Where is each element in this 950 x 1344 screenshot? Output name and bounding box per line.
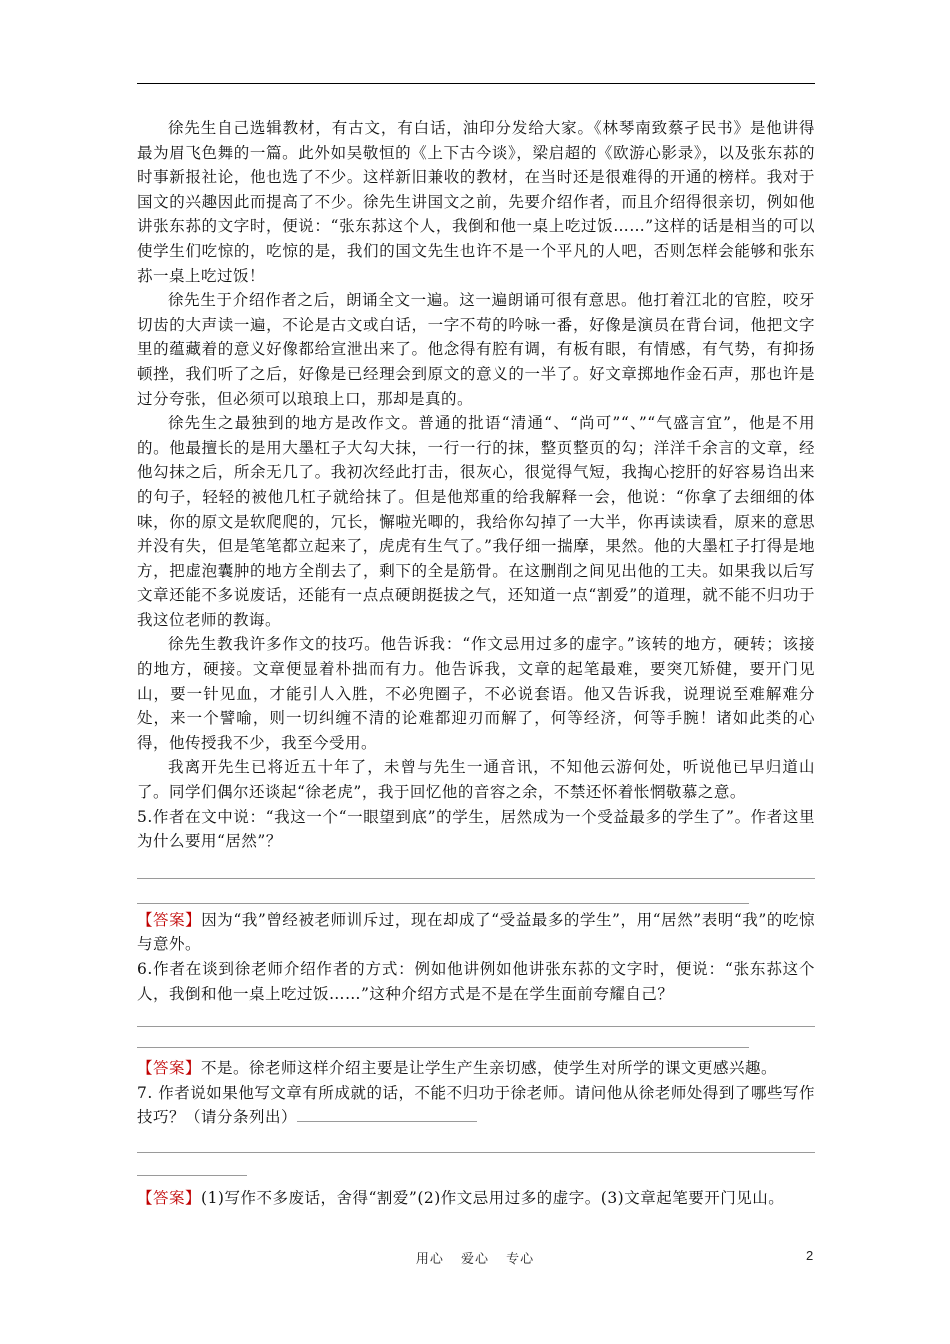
- document-body: [137, 116, 815, 1211]
- footer-word-3: 专心: [506, 1252, 535, 1267]
- answer-line-short[interactable]: [137, 1175, 247, 1176]
- answer-5: [137, 908, 815, 957]
- page-number: 2: [806, 1248, 814, 1263]
- answer-line-short[interactable]: [137, 903, 749, 904]
- paragraph-2: 徐先生于介绍作者之后，朗诵全文一遍。这一遍朗诵可很有意思。他打着江北的官腔，咬牙切齿的大声读一遍，不论是古文或白话，一字不苟的吟咏一番，好像是演员在背台词，他把文字里的蕴藏着的意义好像都给宣泄出来了。他念得有腔有调，有板有眼，有情感，有气势，有抑扬顿挫，我们听了之后，好像是已经理会到原文的意义的一半了。好文章掷地作金石声，那也许是过分夸张，但必须可以琅琅上口，那却是真的。: [137, 291, 815, 408]
- paragraph-4: 徐先生教我许多作文的技巧。他告诉我：“作文忌用过多的虚字。”该转的地方，硬转；该接的地方，硬接。文章便显着朴拙而有力。他告诉我，文章的起笔最难，要突兀矫健，要开门见山，要一针见血，才能引人入胜，不必兜圈子，不必说套语。他又告诉我，说理说至难解难分处，来一个譬喻，则一切纠缠不清的论难都迎刃而解了，何等经济，何等手腕！诸如此类的心得，他传授我不少，我至今受用。: [137, 635, 815, 752]
- question-7: [137, 1081, 815, 1130]
- answer-inline-blank[interactable]: [297, 1107, 477, 1122]
- answer-tag: 【答案】: [137, 1188, 202, 1207]
- answer-5-text: 因为“我”曾经被老师训斥过，现在却成了“受益最多的学生”，用“居然”表明“我”的吃惊与意外。: [137, 910, 815, 954]
- paragraph-3: 徐先生之最独到的地方是改作文。普通的批语“清通“、“尚可”“、”“气盛言宜”，他是不用的。他最擅长的是用大墨杠子大勾大抹，一行一行的抹，整页整页的勾；洋洋千余言的文章，经他勾抹之后，所余无几了。我初次经此打击，很灰心，很觉得气短，我掏心挖肝的好容易诌出来的句子，轻轻的被他几杠子就给抹了。但是他郑重的给我解释一会，他说：“你拿了去细细的体味，你的原文是软爬爬的，冗长，懈啦光唧的，我给你勾掉了一大半，你再读读看，原来的意思并没有失，但是笔笔都立起来了，虎虎有生气了。”我仔细一揣摩，果然。他的大墨杠子打得是地方，把虚泡囊肿的地方全削去了，剩下的全是筋骨。在这删削之间见出他的工夫。如果我以后写文章还能不多说废话，还能有一点点硬朗挺拔之气，还知道一点“割爱”的道理，就不能不归功于我这位老师的教诲。: [137, 414, 815, 629]
- answer-6: [137, 1056, 815, 1081]
- question-7-text: 7. 作者说如果他写文章有所成就的话，不能不归功于徐老师。请问他从徐老师处得到了哪些写作技巧？（请分条列出）: [137, 1083, 815, 1127]
- answer-7: [137, 1186, 815, 1211]
- paragraph-5: 我离开先生已将近五十年了，未曾与先生一通音讯，不知他云游何处，听说他已早归道山了。同学们偶尔还谈起“徐老虎”，我于回忆他的音容之余，不禁还怀着怅惘敬慕之意。: [137, 758, 815, 802]
- answer-6-text: 不是。徐老师这样介绍主要是让学生产生亲切感，使学生对所学的课文更感兴趣。: [201, 1059, 778, 1078]
- answer-line-short[interactable]: [137, 1047, 749, 1048]
- question-6: 6.作者在谈到徐老师介绍作者的方式：例如他讲例如他讲张东荪的文字时，便说：“张东荪这个人，我倒和他一桌上吃过饭……”这种介绍方式是不是在学生面前夸耀自己？: [137, 960, 815, 1003]
- answer-tag: 【答案】: [137, 910, 202, 929]
- paragraph-1: 徐先生自己选辑教材，有古文，有白话，油印分发给大家。《林琴南致蔡孑民书》是他讲得最为眉飞色舞的一篇。此外如吴敬恒的《上下古今谈》，梁启超的《欧游心影录》，以及张东荪的时事新报社论，他也选了不少。这样新旧兼收的教材，在当时还是很难得的开通的榜样。我对于国文的兴趣因此而提高了不少。徐先生讲国文之前，先要介绍作者，而且介绍得很亲切，例如他讲张东荪的文字时，便说：“张东荪这个人，我倒和他一桌上吃过饭……”这样的话是相当的可以使学生们吃惊的，吃惊的是，我们的国文先生也许不是一个平凡的人吧，否则怎样会能够和张东荪一桌上吃过饭！: [137, 119, 815, 285]
- footer-word-1: 用心: [415, 1252, 444, 1267]
- question-5: 5.作者在文中说：“我这一个“一眼望到底”的学生，居然成为一个受益最多的学生了”。作者这里为什么要用“居然”？: [137, 807, 815, 851]
- footer-word-2: 爱心: [460, 1252, 489, 1267]
- answer-7-text: (1)写作不多废话，舍得“割爱”(2)作文忌用过多的虚字。(3)文章起笔要开门见山。: [201, 1188, 785, 1207]
- header-rule: [137, 83, 815, 84]
- answer-tag: 【答案】: [137, 1059, 202, 1078]
